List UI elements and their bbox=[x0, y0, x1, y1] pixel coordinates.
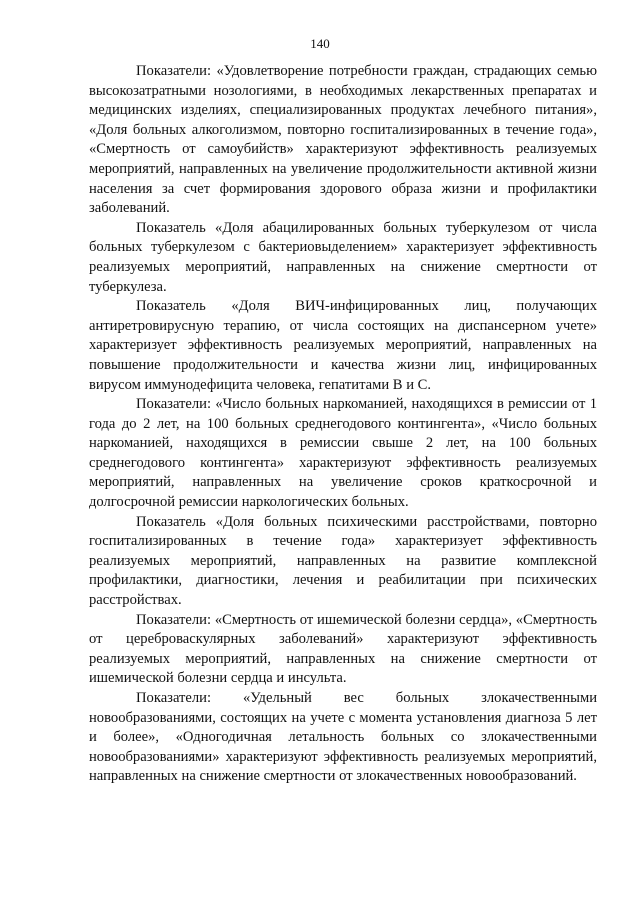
paragraph-tuberculosis-indicator: Показатель «Доля абацилированных больных туберкулезом от числа больных туберкулезом с бактериовыделением» характеризует эффективность реализуемых мероприятий, направленных на снижение смертности от туберкулеза. bbox=[89, 219, 597, 295]
paragraph-wellness-indicators: Показатели: «Удовлетворение потребности граждан, страдающих семью высокозатратными нозологиями, в необходимых лекарственных препаратах и медицинских изделиях, специализированных продуктах лечебного питания», «Доля больных алкоголизмом, повторно госпитализированных в течение года», «Смертность от самоубийств» характеризуют эффективность реализуемых мероприятий, направленных на увеличение продолжительности активной жизни населения за счет формирования здорового образа жизни и профилактики заболеваний. bbox=[89, 63, 597, 217]
paragraph-hiv-indicator: Показатель «Доля ВИЧ-инфицированных лиц, получающих антиретровирусную терапию, от числа состоящих на диспансерном учете» характеризует эффективность реализуемых мероприятий, направленных на повышение продолжительности и качества жизни лиц, инфицированных вирусом иммунодефицита человека, гепатитами В и С. bbox=[89, 298, 597, 393]
paragraph-addiction-indicators: Показатели: «Число больных наркоманией, находящихся в ремиссии от 1 года до 2 лет, на 100 больных среднегодового контингента», «Число больных наркоманией, находящихся в ремиссии свыше 2 лет, на 100 больных среднегодового контингента» характеризуют эффективность реализуемых мероприятий, направленных на увеличение сроков краткосрочной и долгосрочной ремиссии наркологических больных. bbox=[89, 396, 597, 511]
document-body bbox=[89, 62, 597, 787]
paragraph-cardiovascular-indicators: Показатели: «Смертность от ишемической болезни сердца», «Смертность от цереброваскулярных заболеваний» характеризуют эффективность реализуемых мероприятий, направленных на снижение смертности от ишемической болезни сердца и инсульта. bbox=[89, 611, 597, 687]
page-number: 140 bbox=[310, 36, 330, 51]
paragraph-mental-health-indicator: Показатель «Доля больных психическими расстройствами, повторно госпитализированных в течение года» характеризует эффективность реализуемых мероприятий, направленных на развитие комплексной профилактики, диагностики, лечения и реабилитации при психических расстройствах. bbox=[89, 513, 597, 609]
paragraph-oncology-indicators: Показатели: «Удельный вес больных злокачественными новообразованиями, состоящих на учете с момента установления диагноза 5 лет и более», «Одногодичная летальность больных со злокачественными новообразованиями» характеризуют эффективность реализуемых мероприятий, направленных на снижение смертности от злокачественных новообразований. bbox=[89, 690, 597, 785]
